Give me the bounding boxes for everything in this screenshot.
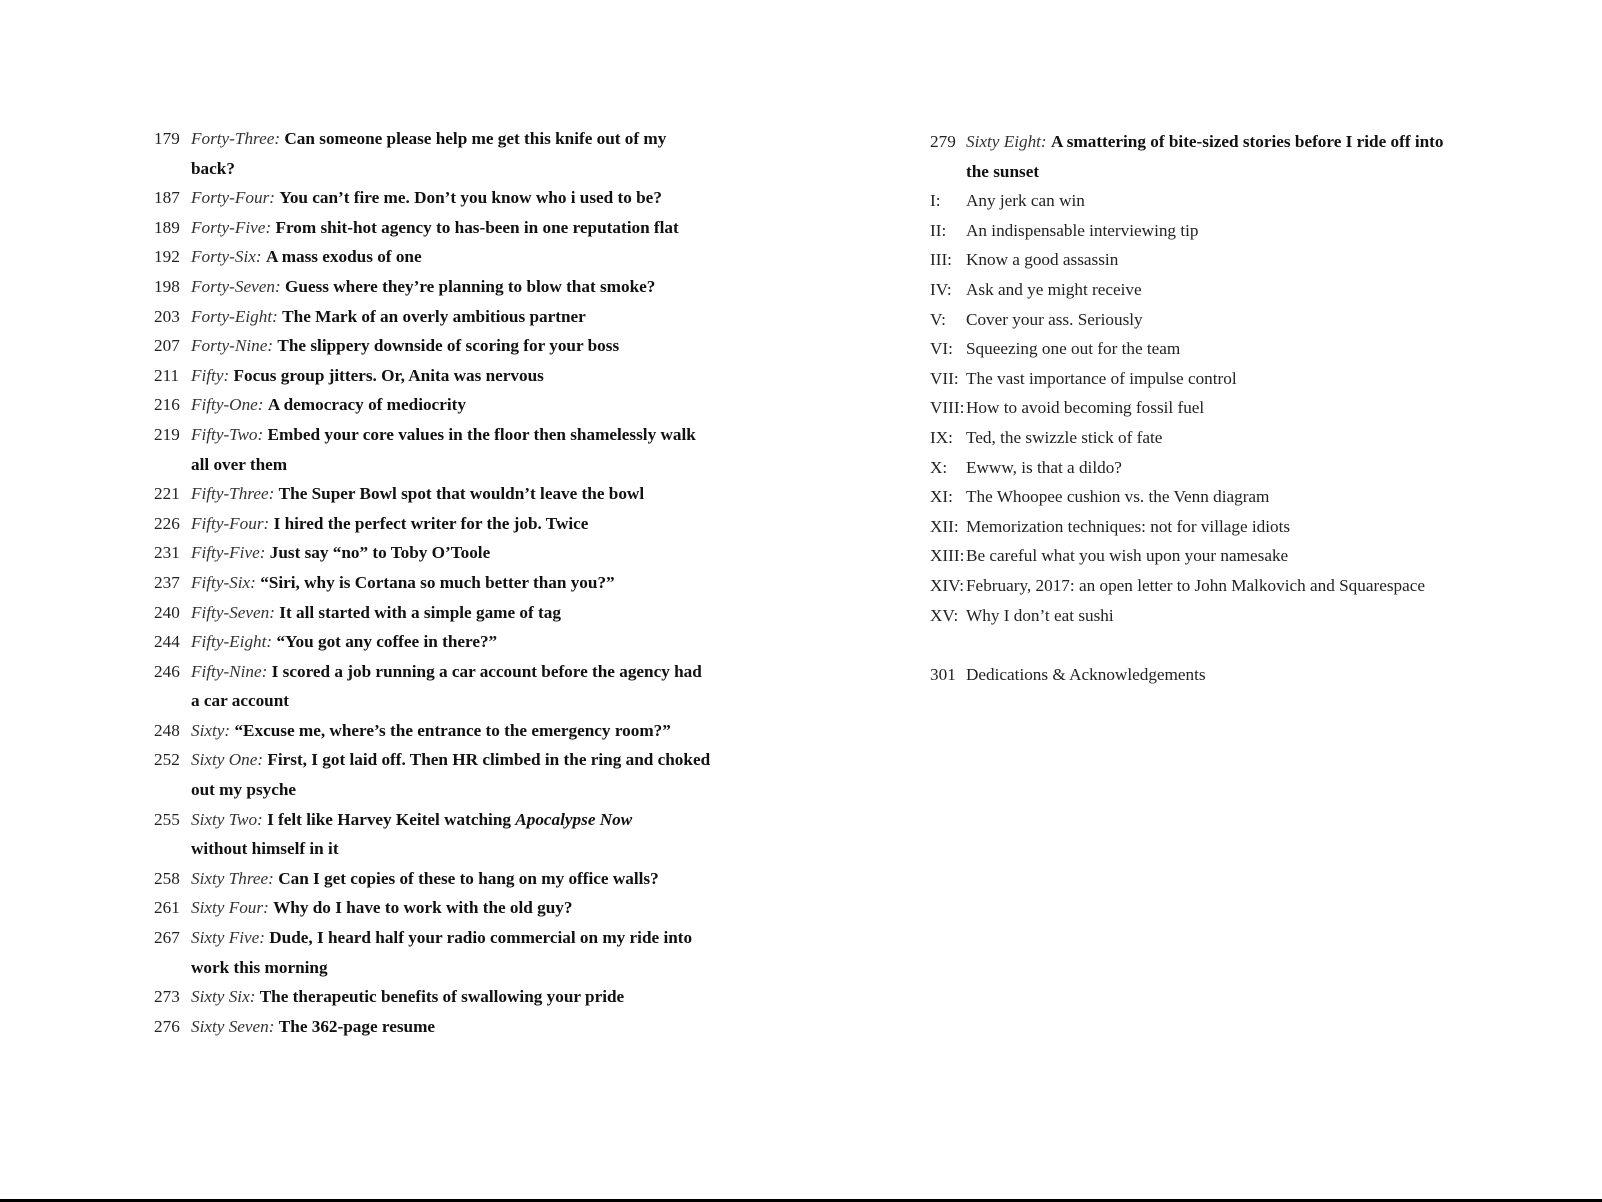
toc-entry[interactable] xyxy=(154,598,714,628)
page-number: 267 xyxy=(154,928,180,948)
chapter-label: Sixty Three: xyxy=(191,868,274,888)
chapter-title: A democracy of mediocrity xyxy=(267,395,466,415)
chapter-title: Embed your core values in the floor then shamelessly walk all over them xyxy=(191,424,696,474)
story-item[interactable] xyxy=(930,275,1450,305)
story-title: Why I don’t eat sushi xyxy=(966,605,1114,625)
roman-numeral: XI: xyxy=(930,487,953,507)
story-title: Ewww, is that a dildo? xyxy=(966,457,1122,477)
toc-right-column xyxy=(930,127,1450,690)
story-item[interactable] xyxy=(930,305,1450,335)
story-item[interactable] xyxy=(930,512,1450,542)
toc-entry[interactable] xyxy=(154,745,714,804)
chapter-label: Sixty Five: xyxy=(191,928,265,948)
chapter-title: The 362-page resume xyxy=(278,1016,436,1036)
chapter-title: I felt like Harvey Keitel watching xyxy=(267,809,511,829)
chapter-label: Fifty-Eight: xyxy=(191,632,273,652)
chapter-title: Guess where they’re planning to blow that smoke? xyxy=(285,276,656,296)
toc-entry[interactable] xyxy=(154,361,714,391)
story-item[interactable] xyxy=(930,216,1450,246)
chapter-label: Sixty Four: xyxy=(191,898,269,918)
page-number: 192 xyxy=(154,247,180,267)
chapter-title-continued: without himself in it xyxy=(191,839,339,859)
roman-numeral: XIII: xyxy=(930,546,965,566)
page-number: 231 xyxy=(154,543,180,563)
chapter-label: Forty-Eight: xyxy=(191,306,278,326)
story-item[interactable] xyxy=(930,393,1450,423)
page-number: 221 xyxy=(154,484,180,504)
toc-entry[interactable] xyxy=(154,923,714,982)
dedications-title: Dedications & Acknowledgements xyxy=(966,665,1206,685)
roman-numeral: XIV: xyxy=(930,575,965,595)
spacer xyxy=(930,630,1450,660)
story-item[interactable] xyxy=(930,245,1450,275)
story-item[interactable] xyxy=(930,186,1450,216)
page-number: 252 xyxy=(154,750,180,770)
toc-entry[interactable] xyxy=(154,982,714,1012)
chapter-label: Sixty Eight: xyxy=(966,132,1047,151)
page-number: 203 xyxy=(154,306,180,326)
chapter-label: Forty-Three: xyxy=(191,129,281,148)
toc-entry[interactable] xyxy=(154,716,714,746)
chapter-label: Fifty-One: xyxy=(191,395,264,415)
toc-entry[interactable] xyxy=(154,805,714,864)
story-title: Ask and ye might receive xyxy=(966,279,1142,299)
chapter-title: The Mark of an overly ambitious partner xyxy=(282,306,586,326)
page-number: 226 xyxy=(154,513,180,533)
chapter-title: It all started with a simple game of tag xyxy=(279,602,561,622)
chapter-label: Fifty-Nine: xyxy=(191,661,268,681)
chapter-title: I scored a job running a car account before the agency had a car account xyxy=(191,661,702,711)
toc-entry[interactable] xyxy=(154,213,714,243)
chapter-title: I hired the perfect writer for the job. Twice xyxy=(273,513,589,533)
page-number: 207 xyxy=(154,336,180,356)
chapter-title: First, I got laid off. Then HR climbed in the ring and choked out my psyche xyxy=(191,750,711,800)
chapter-title: Can I get copies of these to hang on my office walls? xyxy=(278,868,659,888)
story-title: February, 2017: an open letter to John Malkovich and Squarespace xyxy=(966,575,1426,595)
toc-entry[interactable] xyxy=(154,302,714,332)
chapter-title: “Excuse me, where’s the entrance to the emergency room?” xyxy=(234,720,671,740)
story-title: How to avoid becoming fossil fuel xyxy=(966,398,1205,418)
chapter-title: Just say “no” to Toby O’Toole xyxy=(269,543,491,563)
page-number: 273 xyxy=(154,987,180,1007)
toc-entry[interactable] xyxy=(154,420,714,479)
page-number: 211 xyxy=(154,365,180,385)
chapter-label: Fifty-Four: xyxy=(191,513,270,533)
chapter-label: Fifty-Six: xyxy=(191,572,256,592)
toc-entry[interactable] xyxy=(154,272,714,302)
toc-entry[interactable] xyxy=(154,124,714,183)
toc-entry[interactable] xyxy=(154,627,714,657)
chapter-label: Sixty Two: xyxy=(191,809,263,829)
page-number: 255 xyxy=(154,809,180,829)
chapter-label: Forty-Four: xyxy=(191,188,276,208)
story-item[interactable] xyxy=(930,423,1450,453)
chapter-title: “You got any coffee in there?” xyxy=(276,632,498,652)
chapter-title: Dude, I heard half your radio commercial on my ride into work this morning xyxy=(191,928,693,977)
toc-entry[interactable] xyxy=(154,568,714,598)
story-title: Memorization techniques: not for village idiots xyxy=(966,516,1291,536)
story-item[interactable] xyxy=(930,453,1450,483)
chapter-title: Can someone please help me get this knife out of my back? xyxy=(191,129,667,178)
story-title: The vast importance of impulse control xyxy=(966,368,1237,388)
toc-entry[interactable] xyxy=(154,509,714,539)
page-number: 189 xyxy=(154,217,180,237)
toc-entry[interactable] xyxy=(154,390,714,420)
page-number: 248 xyxy=(154,720,180,740)
roman-numeral: XII: xyxy=(930,516,959,536)
chapter-label: Fifty-Two: xyxy=(191,424,264,444)
story-item[interactable] xyxy=(930,601,1450,631)
roman-numeral: X: xyxy=(930,457,948,477)
film-title: Apocalypse Now xyxy=(515,809,633,829)
story-title: Ted, the swizzle stick of fate xyxy=(966,427,1163,447)
page-number: 198 xyxy=(154,276,180,296)
toc-left-column xyxy=(154,124,714,1041)
dedications-entry[interactable] xyxy=(930,660,1450,690)
page-number: 261 xyxy=(154,898,180,918)
toc-entry[interactable] xyxy=(154,1012,714,1042)
page-number: 179 xyxy=(154,129,180,148)
toc-entry[interactable] xyxy=(154,331,714,361)
story-title: Be careful what you wish upon your namesake xyxy=(966,546,1289,566)
chapter-title: A mass exodus of one xyxy=(265,247,422,267)
chapter-label: Forty-Seven: xyxy=(191,276,281,296)
chapter-label: Fifty-Seven: xyxy=(191,602,275,622)
chapter-label: Sixty Seven: xyxy=(191,1016,275,1036)
roman-numeral: IV: xyxy=(930,279,952,299)
roman-numeral: IX: xyxy=(930,427,953,447)
chapter-title: You can’t fire me. Don’t you know who i used to be? xyxy=(279,188,662,208)
page-number: 187 xyxy=(154,188,180,208)
toc-entry[interactable] xyxy=(154,864,714,894)
chapter-title: The therapeutic benefits of swallowing your pride xyxy=(259,987,625,1007)
toc-entry[interactable] xyxy=(154,479,714,509)
page-number: 301 xyxy=(930,665,956,685)
roman-numeral: VII: xyxy=(930,368,959,388)
story-title: The Whoopee cushion vs. the Venn diagram xyxy=(966,487,1270,507)
story-item[interactable] xyxy=(930,334,1450,364)
story-title: Know a good assassin xyxy=(966,250,1119,270)
toc-entry[interactable] xyxy=(154,893,714,923)
page-number: 276 xyxy=(154,1016,180,1036)
chapter-label: Fifty-Five: xyxy=(191,543,266,563)
chapter-title: From shit-hot agency to has-been in one reputation flat xyxy=(275,217,679,237)
roman-numeral: VI: xyxy=(930,339,953,359)
chapter-title: Why do I have to work with the old guy? xyxy=(273,898,573,918)
page-number: 219 xyxy=(154,424,180,444)
chapter-title: “Siri, why is Cortana so much better than you?” xyxy=(260,572,615,592)
toc-entry[interactable] xyxy=(154,242,714,272)
story-title: Cover your ass. Seriously xyxy=(966,309,1143,329)
chapter-title: A smattering of bite-sized stories before I ride off into the sunset xyxy=(966,132,1444,181)
roman-numeral: XV: xyxy=(930,605,959,625)
chapter-label: Sixty One: xyxy=(191,750,264,770)
story-item[interactable] xyxy=(930,541,1450,571)
toc-entry[interactable] xyxy=(154,183,714,213)
page-number: 258 xyxy=(154,868,180,888)
story-title: An indispensable interviewing tip xyxy=(966,220,1199,240)
chapter-label: Forty-Five: xyxy=(191,217,272,237)
page-number: 246 xyxy=(154,661,180,681)
story-item[interactable] xyxy=(930,482,1450,512)
story-item[interactable] xyxy=(930,571,1450,601)
roman-numeral: III: xyxy=(930,250,952,270)
chapter-title: Focus group jitters. Or, Anita was nervous xyxy=(233,365,544,385)
story-item[interactable] xyxy=(930,364,1450,394)
chapter-title: The Super Bowl spot that wouldn’t leave the bowl xyxy=(278,484,645,504)
toc-entry[interactable] xyxy=(154,538,714,568)
chapter-title: The slippery downside of scoring for your boss xyxy=(277,336,620,356)
page-number: 216 xyxy=(154,395,180,415)
page-number: 279 xyxy=(930,132,956,151)
chapter-label: Forty-Nine: xyxy=(191,336,274,356)
roman-numeral: V: xyxy=(930,309,946,329)
chapter-label: Sixty: xyxy=(191,720,231,740)
chapter-label: Forty-Six: xyxy=(191,247,262,267)
page-number: 244 xyxy=(154,632,180,652)
toc-entry[interactable] xyxy=(154,657,714,716)
roman-numeral: VIII: xyxy=(930,398,965,418)
story-title: Any jerk can win xyxy=(966,191,1085,211)
chapter-label: Fifty-Three: xyxy=(191,484,275,504)
chapter-label: Fifty: xyxy=(191,365,230,385)
chapter-label: Sixty Six: xyxy=(191,987,256,1007)
page-number: 240 xyxy=(154,602,180,622)
roman-numeral: II: xyxy=(930,220,947,240)
toc-entry-header[interactable] xyxy=(930,127,1450,186)
story-title: Squeezing one out for the team xyxy=(966,339,1181,359)
roman-numeral: I: xyxy=(930,191,941,211)
page-number: 237 xyxy=(154,572,180,592)
